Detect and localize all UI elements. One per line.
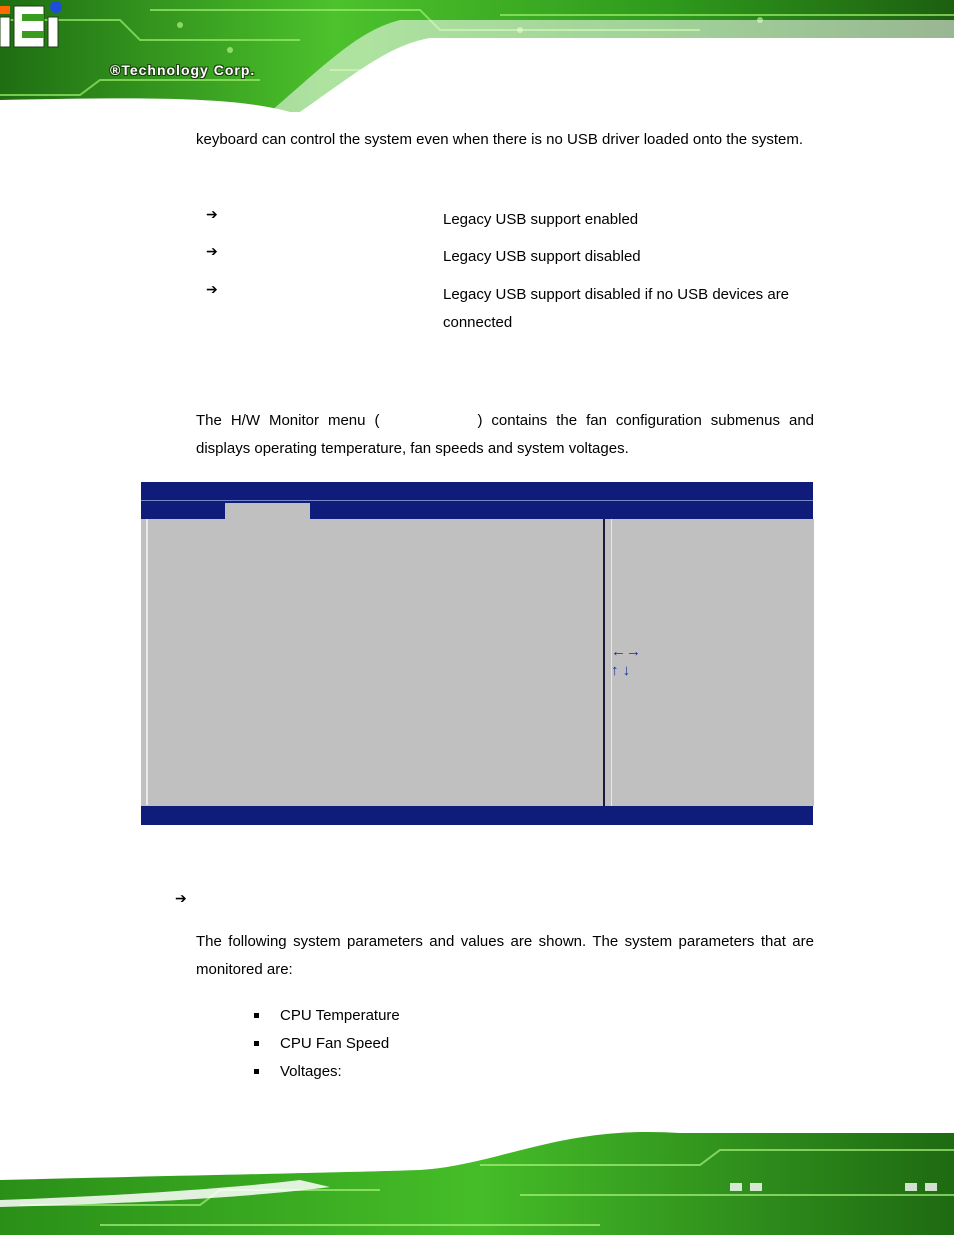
bios-panel-divider bbox=[603, 519, 605, 806]
bios-title-bar bbox=[141, 482, 813, 500]
page-footer-banner bbox=[0, 1125, 954, 1235]
company-logo-text: ®Technology Corp. bbox=[110, 62, 256, 78]
bios-main-panel bbox=[146, 519, 605, 805]
usb-option-description: Legacy USB support enabled bbox=[443, 211, 639, 228]
bios-tab-active[interactable] bbox=[225, 503, 310, 519]
pcb-header-graphic bbox=[0, 0, 954, 112]
bios-help-panel bbox=[611, 519, 814, 806]
arrow-icon: ➔ bbox=[206, 281, 218, 297]
page-header-banner bbox=[0, 0, 954, 112]
bullet-square-icon bbox=[254, 1041, 259, 1046]
parameters-paragraph: The following system parameters and values are shown. The system parameters that are monitored are: bbox=[196, 933, 814, 978]
bullet-item: CPU Temperature bbox=[280, 1007, 400, 1024]
bullet-square-icon bbox=[254, 1069, 259, 1074]
usb-option-description: Legacy USB support disabled bbox=[443, 248, 641, 265]
iei-logo-icon bbox=[0, 0, 66, 50]
hw-monitor-text-after: ) contains the fan configuration submenus and displays operating temperature, fan speeds and system voltages. bbox=[196, 412, 814, 457]
bios-status-bar bbox=[141, 806, 813, 825]
arrow-icon: ➔ bbox=[206, 243, 218, 259]
hw-monitor-paragraph bbox=[196, 407, 814, 463]
bullet-item: CPU Fan Speed bbox=[280, 1035, 390, 1052]
usb-option-description: Legacy USB support disabled if no USB devices are connected bbox=[443, 286, 790, 331]
bullet-item: Voltages: bbox=[280, 1063, 342, 1080]
arrow-icon: ➔ bbox=[206, 206, 218, 222]
hw-monitor-text-before: The H/W Monitor menu ( bbox=[196, 412, 380, 429]
arrow-icon: ➔ bbox=[175, 890, 187, 906]
bullet-square-icon bbox=[254, 1013, 259, 1018]
intro-paragraph: keyboard can control the system even when there is no USB driver loaded onto the system. bbox=[196, 131, 803, 148]
up-down-arrow-icon: ↑ ↓ bbox=[611, 662, 631, 679]
bios-hw-monitor-screen bbox=[141, 482, 813, 825]
left-right-arrow-icon: ←→ bbox=[611, 643, 641, 660]
pcb-footer-graphic bbox=[0, 1125, 954, 1235]
